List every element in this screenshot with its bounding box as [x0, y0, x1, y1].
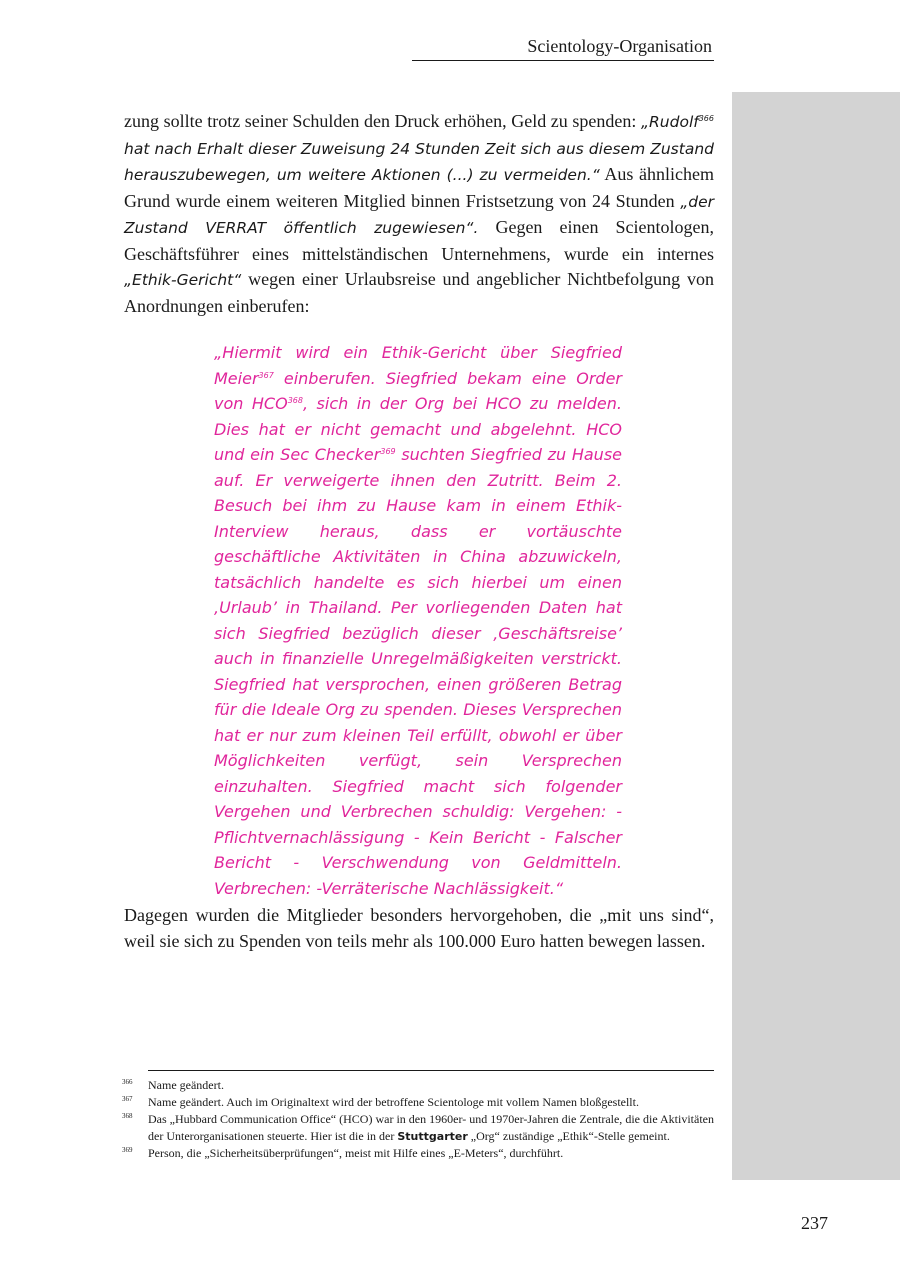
- text-segment: Aus ähnlichem Grund wurde einem weiteren Mitglied binnen Fristsetzung von 24 Stunden: [124, 164, 714, 211]
- body-paragraph-1: [124, 109, 714, 319]
- margin-sidebar: [732, 92, 900, 1180]
- citation-segment: „Rudolf$^{366}$ hat nach Erhalt dieser Zuweisung 24 Stunden Zeit sich aus diesem Zustand herauszubewegen, um weitere Aktionen (...) zu vermeiden.“: [124, 113, 714, 184]
- page-number: 237: [801, 1213, 828, 1233]
- footnote-ref-366: 366: [698, 114, 714, 123]
- footnote-ref-368: 368: [287, 396, 303, 405]
- footnote-ref-369: 369: [380, 447, 396, 456]
- footnote-369: 369 Person, die „Sicherheitsüberprüfungen“, meist mit Hilfe eines „E-Meters“, durchführt.: [122, 1145, 714, 1162]
- text-segment: zung sollte trotz seiner Schulden den Druck erhöhen, Geld zu spenden:: [124, 111, 637, 131]
- footnote-number: 367: [122, 1095, 133, 1103]
- text-segment: wegen einer Urlaubsreise und angeblicher Nichtbefolgung von Anordnungen einberufen:: [124, 269, 714, 316]
- text-segment: Gegen einen Scientologen, Geschäftsführer eines mittelständischen Unternehmens, wurde ein internes: [124, 217, 714, 264]
- citation-segment: „der Zustand VERRAT öffentlich zugewiesen“.: [124, 192, 715, 237]
- header-rule: [412, 60, 714, 61]
- footnote-number: 366: [122, 1078, 133, 1086]
- running-header: Scientology-Organisation: [527, 36, 712, 56]
- citation-segment: „Ethik-Gericht“: [124, 271, 242, 289]
- footnote-368: 368 Das „Hubbard Communication Office“ (HCO) war in den 1960er- und 1970er-Jahren die Zentrale, die die Aktivitäten der Unterorganisationen steuerte. Hier ist die in der Stuttgarter „Org“ zuständige „Ethik“-Stelle gemeint.: [122, 1111, 714, 1145]
- footnote-number: 368: [122, 1112, 133, 1120]
- footnote-number: 369: [122, 1146, 133, 1154]
- body-paragraph-2: Dagegen wurden die Mitglieder besonders hervorgehoben, die „mit uns sind“, weil sie sich zu Spenden von teils mehr als 100.000 Euro hatten bewegen lassen.: [124, 905, 714, 951]
- footnotes: [122, 1077, 714, 1162]
- footnote-ref-367: 367: [258, 370, 274, 380]
- footnote-367: 367 Name geändert. Auch im Originaltext wird der betroffene Scientologe mit vollem Namen bloßgestellt.: [122, 1094, 714, 1111]
- footnote-rule: [148, 1070, 714, 1071]
- footnote-bold-word: Stuttgarter: [397, 1130, 468, 1143]
- footnote-366: 366 Name geändert.: [122, 1077, 714, 1094]
- block-quote: „Hiermit wird ein Ethik-Gericht über Siegfried Meier$^{367}$ einberufen. Siegfried bekam eine Order von HCO$^{368}$, sich in der Org bei HCO zu melden. Dies hat er nicht gemacht und abgelehnt. HCO und ein Sec Checker$^{369}$ suchten Siegfried zu Hause auf. Er verweigerte ihnen den Zutritt. Beim 2. Besuch bei ihm zu Hause kam in einem Ethik-Interview heraus, dass er vortäuschte geschäftliche Aktivitäten in China abzuwickeln, tatsächlich handelte es sich hierbei um einen ‚Urlaub’ in Thailand. Per vorliegenden Daten hat sich Siegfried bezüglich dieser ‚Geschäftsreise’ auch in finanzielle Unregelmäßigkeiten verstrickt. Siegfried hat versprochen, einen größeren Betrag für die Ideale Org zu spenden. Dieses Versprechen hat er nur zum kleinen Teil erfüllt, obwohl er über Möglichkeiten verfügt, sein Versprechen einzuhalten. Siegfried macht sich folgender Vergehen und Verbrechen schuldig: Vergehen: - Pflichtvernachlässigung - Kein Bericht - Falscher Bericht - Verschwendung von Geldmitteln. Verbrechen: -Verräterische Nachlässigkeit.“: [214, 343, 623, 898]
